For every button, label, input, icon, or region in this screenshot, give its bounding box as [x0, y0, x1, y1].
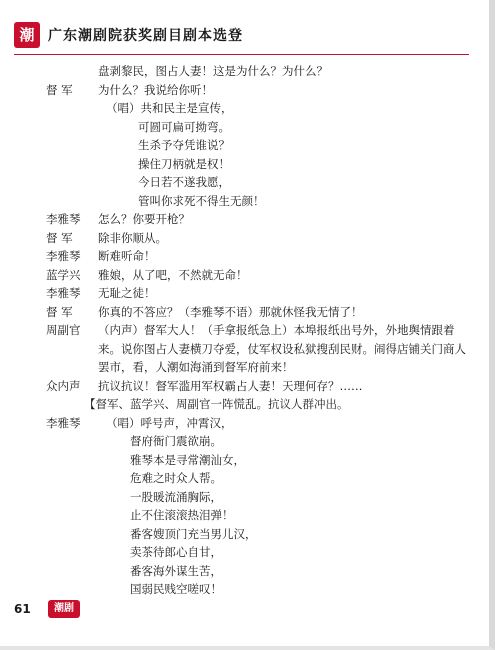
script-line [46, 543, 476, 562]
speaker-name: 李雅琴 [46, 212, 81, 226]
dialogue-text: 番客嫂顶门充当男儿汉， [130, 526, 257, 541]
script-line [46, 284, 476, 303]
script-line [46, 266, 476, 285]
script-line [46, 192, 476, 211]
dialogue-text: 怎么？你要开枪？ [98, 212, 190, 226]
script-paragraph [46, 321, 476, 377]
script-line [46, 432, 476, 451]
dialogue-text: 你真的不答应？（李雅琴不语）那就休怪我无情了！ [98, 304, 363, 319]
dialogue-text: （唱）呼号声，冲霄汉， [106, 415, 233, 430]
script-lines-a [46, 62, 476, 321]
speaker-name: 蓝学兴 [46, 267, 81, 282]
script-line [46, 210, 476, 229]
speaker-name: 李雅琴 [46, 286, 81, 300]
script-line [46, 580, 476, 599]
speaker-name: 督 军 [46, 230, 73, 245]
dialogue-text: 危难之时众人帮。 [130, 471, 222, 485]
dialogue-text: 今日若不遂我愿， [138, 175, 230, 189]
dialogue-text: 番客海外谋生苦， [130, 563, 222, 578]
script-line [46, 377, 476, 396]
page-number: 61 [14, 602, 31, 616]
header-divider [14, 54, 469, 55]
script-line [46, 173, 476, 192]
dialogue-text: 雅娘，从了吧，不然就无命！ [98, 267, 248, 282]
script-line [46, 395, 476, 414]
script-line [46, 247, 476, 266]
script-lines-b [46, 377, 476, 599]
script-line [46, 81, 476, 100]
dialogue-text: 生杀予夺凭谁说？ [138, 138, 230, 152]
script-line [46, 155, 476, 174]
speaker-name: 督 军 [46, 82, 73, 97]
script-line [46, 562, 476, 581]
dialogue-text: 除非你顺从。 [98, 230, 167, 245]
dialogue-text: 管叫你求死不得生无颜！ [138, 193, 265, 208]
chaoju-logo: 潮 [14, 22, 40, 48]
dialogue-text: 督府衙门震欲崩。 [130, 434, 222, 448]
speaker-name: 督 军 [46, 304, 73, 319]
dialogue-text: 国弱民贱空嗟叹！ [130, 582, 222, 596]
script-line [46, 118, 476, 137]
dialogue-text: 止不住滚滚热泪弹！ [130, 508, 234, 522]
dialogue-text: 卖茶待郎心自甘， [130, 545, 222, 559]
dialogue-text: 可圆可扁可拗弯。 [138, 119, 230, 134]
dialogue-text: 盘剥黎民，图占人妻！这是为什么？为什么？ [98, 64, 328, 78]
script-line [46, 414, 476, 433]
page-header [14, 22, 469, 48]
script-line [46, 451, 476, 470]
dialogue-text: 无耻之徒！ [98, 286, 156, 300]
dialogue-text: 操住刀柄就是权！ [138, 156, 230, 171]
dialogue-text: 雅琴本是寻常潮汕女， [130, 452, 245, 467]
dialogue-text: （内声）督军大人！（手拿报纸急上）本埠报纸出号外，外地舆情跟着来。说你图占人妻横刀夺爱，仗军权设私狱搜刮民财。闹得店铺关门商人罢市，看，人潮如海涌到督军府前来！ [98, 323, 466, 374]
page-footer [14, 600, 214, 620]
script-body [46, 62, 476, 599]
script-line [46, 525, 476, 544]
script-line [46, 229, 476, 248]
dialogue-text: 为什么？我说给你听！ [98, 82, 213, 97]
speaker-name: 李雅琴 [46, 415, 81, 430]
script-line [46, 303, 476, 322]
script-line [46, 99, 476, 118]
dialogue-text: （唱）共和民主是宣传， [106, 101, 233, 115]
dialogue-text: 抗议抗议！督军滥用军权霸占人妻！天理何存？…… [98, 378, 363, 393]
speaker-name: 周副官 [46, 323, 81, 337]
script-line [46, 506, 476, 525]
script-line [46, 469, 476, 488]
dialogue-text: 断难听命！ [98, 249, 156, 263]
speaker-name: 众内声 [46, 378, 81, 393]
script-line [46, 488, 476, 507]
footer-logo: 潮剧 [48, 600, 80, 618]
script-line [46, 62, 476, 81]
speaker-name: 李雅琴 [46, 249, 81, 263]
stage-direction: 【督军、蓝学兴、周副官一阵慌乱。抗议人群冲出。 [84, 397, 349, 411]
page-title: 广东潮剧院获奖剧目剧本选登 [48, 28, 243, 44]
script-line [46, 136, 476, 155]
dialogue-text: 一股暖流涌胸际， [130, 489, 222, 504]
